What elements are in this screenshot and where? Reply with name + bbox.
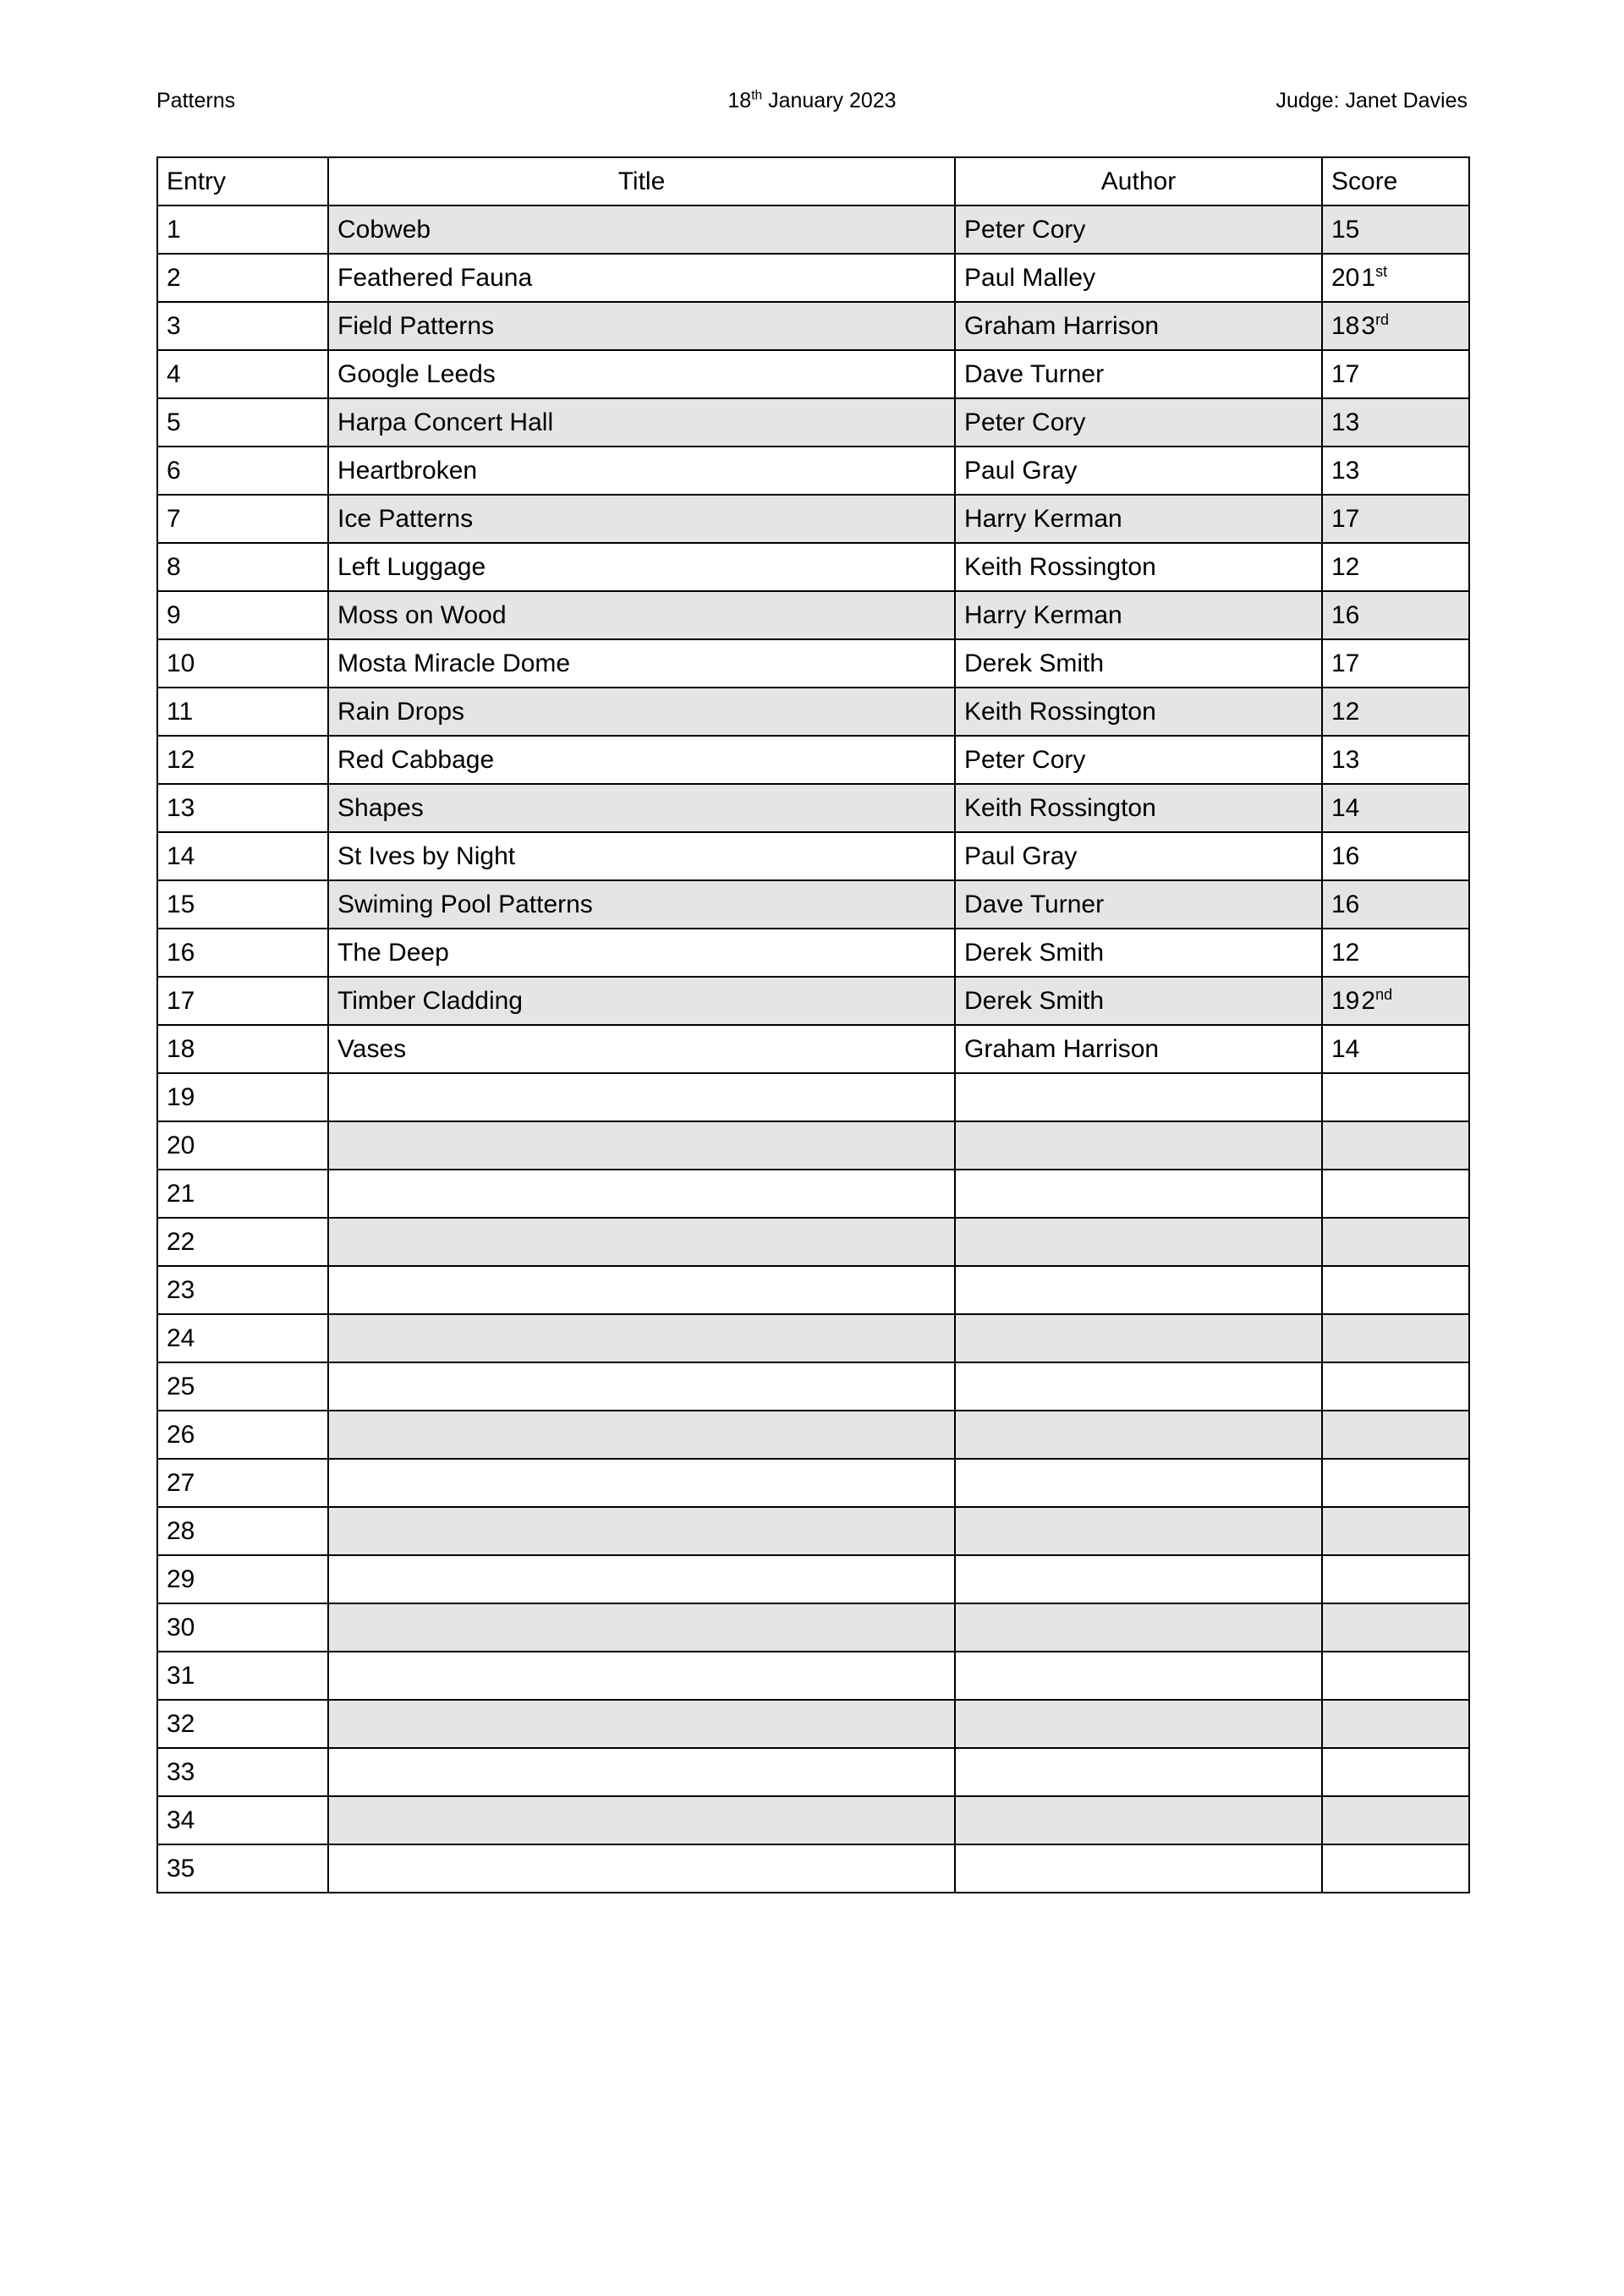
cell-title: The Deep [328, 929, 955, 977]
cell-author [955, 1555, 1322, 1603]
table-row [157, 205, 1469, 254]
cell-entry: 19 [157, 1073, 328, 1121]
cell-entry: 13 [157, 784, 328, 832]
cell-entry: 23 [157, 1266, 328, 1314]
table-row [157, 1652, 1469, 1700]
cell-entry: 16 [157, 929, 328, 977]
score-value: 14 [1331, 793, 1360, 822]
table-row [157, 398, 1469, 447]
cell-title [328, 1362, 955, 1411]
cell-title: Red Cabbage [328, 736, 955, 784]
cell-author [955, 1507, 1322, 1555]
cell-entry: 29 [157, 1555, 328, 1603]
cell-title [328, 1700, 955, 1748]
cell-score [1322, 591, 1469, 639]
table-header-row [157, 157, 1469, 205]
cell-title [328, 1218, 955, 1266]
cell-score [1322, 1314, 1469, 1362]
cell-score [1322, 736, 1469, 784]
score-value: 12 [1331, 938, 1360, 967]
cell-score [1322, 1073, 1469, 1121]
cell-entry: 3 [157, 302, 328, 350]
cell-score [1322, 1459, 1469, 1507]
cell-score [1322, 1796, 1469, 1844]
table-row [157, 1170, 1469, 1218]
column-header-score: Score [1322, 157, 1469, 205]
cell-author [955, 1362, 1322, 1411]
table-row [157, 1555, 1469, 1603]
cell-score [1322, 1121, 1469, 1170]
cell-title: Swiming Pool Patterns [328, 880, 955, 929]
header-date-rest: January 2023 [762, 89, 897, 112]
cell-score [1322, 1025, 1469, 1073]
table-row [157, 350, 1469, 398]
header-competition-title: Patterns [156, 89, 236, 112]
cell-entry: 5 [157, 398, 328, 447]
header-judge: Judge: Janet Davies [1276, 89, 1468, 112]
cell-score [1322, 302, 1469, 350]
cell-title [328, 1170, 955, 1218]
cell-score [1322, 1603, 1469, 1652]
cell-entry: 24 [157, 1314, 328, 1362]
cell-entry: 31 [157, 1652, 328, 1700]
cell-title: St Ives by Night [328, 832, 955, 880]
cell-title: Harpa Concert Hall [328, 398, 955, 447]
score-placement: 1 [1361, 263, 1376, 292]
cell-entry: 27 [157, 1459, 328, 1507]
cell-entry: 12 [157, 736, 328, 784]
cell-title: Vases [328, 1025, 955, 1073]
cell-title [328, 1121, 955, 1170]
scores-table [156, 156, 1470, 1893]
score-placement: 2 [1361, 986, 1376, 1015]
cell-author: Keith Rossington [955, 688, 1322, 736]
table-row [157, 1796, 1469, 1844]
cell-entry: 11 [157, 688, 328, 736]
cell-author: Dave Turner [955, 350, 1322, 398]
score-value: 13 [1331, 408, 1360, 436]
cell-score [1322, 1844, 1469, 1893]
table-row [157, 1748, 1469, 1796]
cell-author: Derek Smith [955, 639, 1322, 688]
cell-author [955, 1266, 1322, 1314]
cell-author: Graham Harrison [955, 302, 1322, 350]
table-row [157, 736, 1469, 784]
cell-score [1322, 1748, 1469, 1796]
table-row [157, 1459, 1469, 1507]
cell-author: Harry Kerman [955, 591, 1322, 639]
score-value: 13 [1331, 745, 1360, 774]
cell-entry: 17 [157, 977, 328, 1025]
cell-title: Shapes [328, 784, 955, 832]
cell-title: Google Leeds [328, 350, 955, 398]
cell-entry: 34 [157, 1796, 328, 1844]
cell-title: Rain Drops [328, 688, 955, 736]
cell-author [955, 1459, 1322, 1507]
table-row [157, 1362, 1469, 1411]
cell-title: Feathered Fauna [328, 254, 955, 302]
cell-author: Derek Smith [955, 977, 1322, 1025]
cell-entry: 15 [157, 880, 328, 929]
cell-entry: 33 [157, 1748, 328, 1796]
table-row [157, 784, 1469, 832]
cell-entry: 22 [157, 1218, 328, 1266]
cell-entry: 10 [157, 639, 328, 688]
cell-score [1322, 1507, 1469, 1555]
table-row [157, 1314, 1469, 1362]
cell-entry: 8 [157, 543, 328, 591]
cell-entry: 28 [157, 1507, 328, 1555]
cell-score [1322, 1266, 1469, 1314]
header-date [156, 88, 1468, 113]
cell-title: Timber Cladding [328, 977, 955, 1025]
table-row [157, 880, 1469, 929]
table-row [157, 639, 1469, 688]
cell-score [1322, 929, 1469, 977]
cell-author: Derek Smith [955, 929, 1322, 977]
cell-title [328, 1555, 955, 1603]
table-row [157, 977, 1469, 1025]
cell-entry: 14 [157, 832, 328, 880]
cell-title [328, 1844, 955, 1893]
cell-title [328, 1266, 955, 1314]
cell-author: Paul Malley [955, 254, 1322, 302]
cell-title: Moss on Wood [328, 591, 955, 639]
table-row [157, 1121, 1469, 1170]
cell-title [328, 1073, 955, 1121]
cell-title [328, 1603, 955, 1652]
cell-score [1322, 784, 1469, 832]
cell-author: Peter Cory [955, 736, 1322, 784]
column-header-entry: Entry [157, 157, 328, 205]
cell-entry: 32 [157, 1700, 328, 1748]
cell-author [955, 1411, 1322, 1459]
cell-entry: 18 [157, 1025, 328, 1073]
cell-author: Paul Gray [955, 832, 1322, 880]
cell-entry: 20 [157, 1121, 328, 1170]
cell-score [1322, 832, 1469, 880]
table-row [157, 1411, 1469, 1459]
score-value: 18 [1331, 311, 1360, 340]
table-row [157, 688, 1469, 736]
cell-author [955, 1844, 1322, 1893]
table-row [157, 254, 1469, 302]
table-row [157, 1218, 1469, 1266]
document-header [156, 88, 1468, 122]
cell-author [955, 1314, 1322, 1362]
cell-score [1322, 447, 1469, 495]
cell-title [328, 1314, 955, 1362]
header-date-day: 18 [727, 89, 752, 112]
score-value: 20 [1331, 263, 1360, 292]
table-row [157, 591, 1469, 639]
cell-author: Keith Rossington [955, 543, 1322, 591]
cell-entry: 25 [157, 1362, 328, 1411]
cell-score [1322, 1652, 1469, 1700]
score-value: 19 [1331, 986, 1360, 1015]
cell-author [955, 1218, 1322, 1266]
score-placement: 3 [1361, 311, 1376, 340]
cell-author [955, 1652, 1322, 1700]
cell-score [1322, 1700, 1469, 1748]
score-value: 13 [1331, 456, 1360, 485]
header-date-ordinal-suffix: th [751, 88, 763, 103]
table-row [157, 1700, 1469, 1748]
cell-entry: 4 [157, 350, 328, 398]
cell-author: Keith Rossington [955, 784, 1322, 832]
score-value: 17 [1331, 649, 1360, 677]
cell-title: Left Luggage [328, 543, 955, 591]
score-placement-suffix: rd [1375, 310, 1390, 328]
cell-author [955, 1073, 1322, 1121]
cell-score [1322, 977, 1469, 1025]
table-row [157, 1073, 1469, 1121]
cell-title [328, 1652, 955, 1700]
cell-author: Peter Cory [955, 398, 1322, 447]
table-row [157, 495, 1469, 543]
cell-score [1322, 1362, 1469, 1411]
cell-score [1322, 1170, 1469, 1218]
cell-entry: 30 [157, 1603, 328, 1652]
cell-author: Dave Turner [955, 880, 1322, 929]
cell-author [955, 1796, 1322, 1844]
score-value: 17 [1331, 359, 1360, 388]
cell-title [328, 1507, 955, 1555]
table-row [157, 832, 1469, 880]
cell-author [955, 1603, 1322, 1652]
score-placement-suffix: st [1375, 262, 1388, 280]
score-value: 12 [1331, 697, 1360, 726]
cell-score [1322, 1411, 1469, 1459]
cell-entry: 35 [157, 1844, 328, 1893]
cell-author [955, 1748, 1322, 1796]
cell-author [955, 1700, 1322, 1748]
cell-title: Mosta Miracle Dome [328, 639, 955, 688]
score-value: 14 [1331, 1034, 1360, 1063]
cell-title: Heartbroken [328, 447, 955, 495]
cell-score [1322, 350, 1469, 398]
cell-score [1322, 688, 1469, 736]
column-header-author: Author [955, 157, 1322, 205]
cell-author: Peter Cory [955, 205, 1322, 254]
cell-score [1322, 205, 1469, 254]
cell-author: Graham Harrison [955, 1025, 1322, 1073]
column-header-title: Title [328, 157, 955, 205]
score-value: 15 [1331, 215, 1360, 244]
cell-score [1322, 1218, 1469, 1266]
table-row [157, 1603, 1469, 1652]
cell-author [955, 1170, 1322, 1218]
table-row [157, 302, 1469, 350]
cell-author: Paul Gray [955, 447, 1322, 495]
cell-title: Cobweb [328, 205, 955, 254]
cell-score [1322, 254, 1469, 302]
cell-title: Field Patterns [328, 302, 955, 350]
cell-score [1322, 495, 1469, 543]
table-row [157, 1266, 1469, 1314]
cell-entry: 7 [157, 495, 328, 543]
score-placement-suffix: nd [1375, 985, 1393, 1003]
table-row [157, 543, 1469, 591]
table-row [157, 447, 1469, 495]
table-row [157, 1507, 1469, 1555]
cell-score [1322, 543, 1469, 591]
cell-entry: 9 [157, 591, 328, 639]
cell-entry: 21 [157, 1170, 328, 1218]
cell-title [328, 1748, 955, 1796]
table-row [157, 1844, 1469, 1893]
score-value: 16 [1331, 841, 1360, 870]
cell-entry: 1 [157, 205, 328, 254]
score-value: 12 [1331, 552, 1360, 581]
cell-author: Harry Kerman [955, 495, 1322, 543]
cell-title [328, 1411, 955, 1459]
cell-entry: 26 [157, 1411, 328, 1459]
score-value: 16 [1331, 600, 1360, 629]
cell-score [1322, 639, 1469, 688]
score-value: 17 [1331, 504, 1360, 533]
cell-score [1322, 1555, 1469, 1603]
cell-entry: 6 [157, 447, 328, 495]
table-row [157, 1025, 1469, 1073]
cell-score [1322, 398, 1469, 447]
cell-score [1322, 880, 1469, 929]
cell-author [955, 1121, 1322, 1170]
table-row [157, 929, 1469, 977]
cell-title: Ice Patterns [328, 495, 955, 543]
score-value: 16 [1331, 890, 1360, 918]
cell-title [328, 1459, 955, 1507]
table-body [157, 205, 1469, 1893]
cell-title [328, 1796, 955, 1844]
cell-entry: 2 [157, 254, 328, 302]
